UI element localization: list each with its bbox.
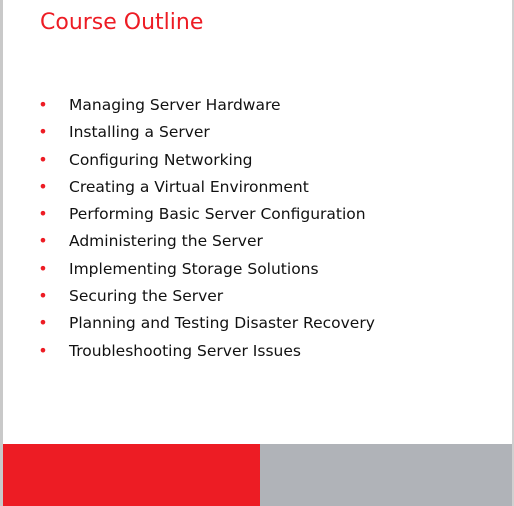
list-item-label: Securing the Server [69,287,224,306]
bullet-icon: • [38,122,48,142]
footer-accent-bar-red [3,444,260,506]
bullet-icon: • [38,149,48,169]
footer-accent-bar-gray [260,444,512,506]
list-item-label: Creating a Virtual Environment [69,177,309,196]
list-item [3,148,503,175]
list-item-label: Managing Server Hardware [69,96,281,114]
slide-title: Course Outline [40,10,204,35]
list-item-label: Troubleshooting Server Issues [69,341,301,360]
list-item [3,284,503,311]
list-item [3,93,503,120]
list-item [3,229,503,256]
list-item-label: Planning and Testing Disaster Recovery [69,314,375,333]
bullet-icon: • [38,176,48,196]
bullet-icon: • [38,340,48,360]
list-item-label: Implementing Storage Solutions [69,259,319,278]
bullet-icon: • [38,286,48,306]
list-item [3,120,503,147]
bullet-icon: • [38,258,48,278]
bullet-icon: • [38,204,48,224]
list-item [3,257,503,284]
list-item [3,202,503,229]
list-item-label: Configuring Networking [69,150,253,169]
list-item [3,339,503,366]
bullet-icon: • [38,313,48,333]
list-item [3,311,503,338]
bullet-icon: • [38,95,48,114]
list-item-label: Installing a Server [69,123,210,142]
bullet-icon: • [38,231,48,251]
course-outline-list [3,93,503,366]
list-item-label: Administering the Server [69,232,263,251]
list-item [3,175,503,202]
list-item-label: Performing Basic Server Configuration [69,205,366,224]
